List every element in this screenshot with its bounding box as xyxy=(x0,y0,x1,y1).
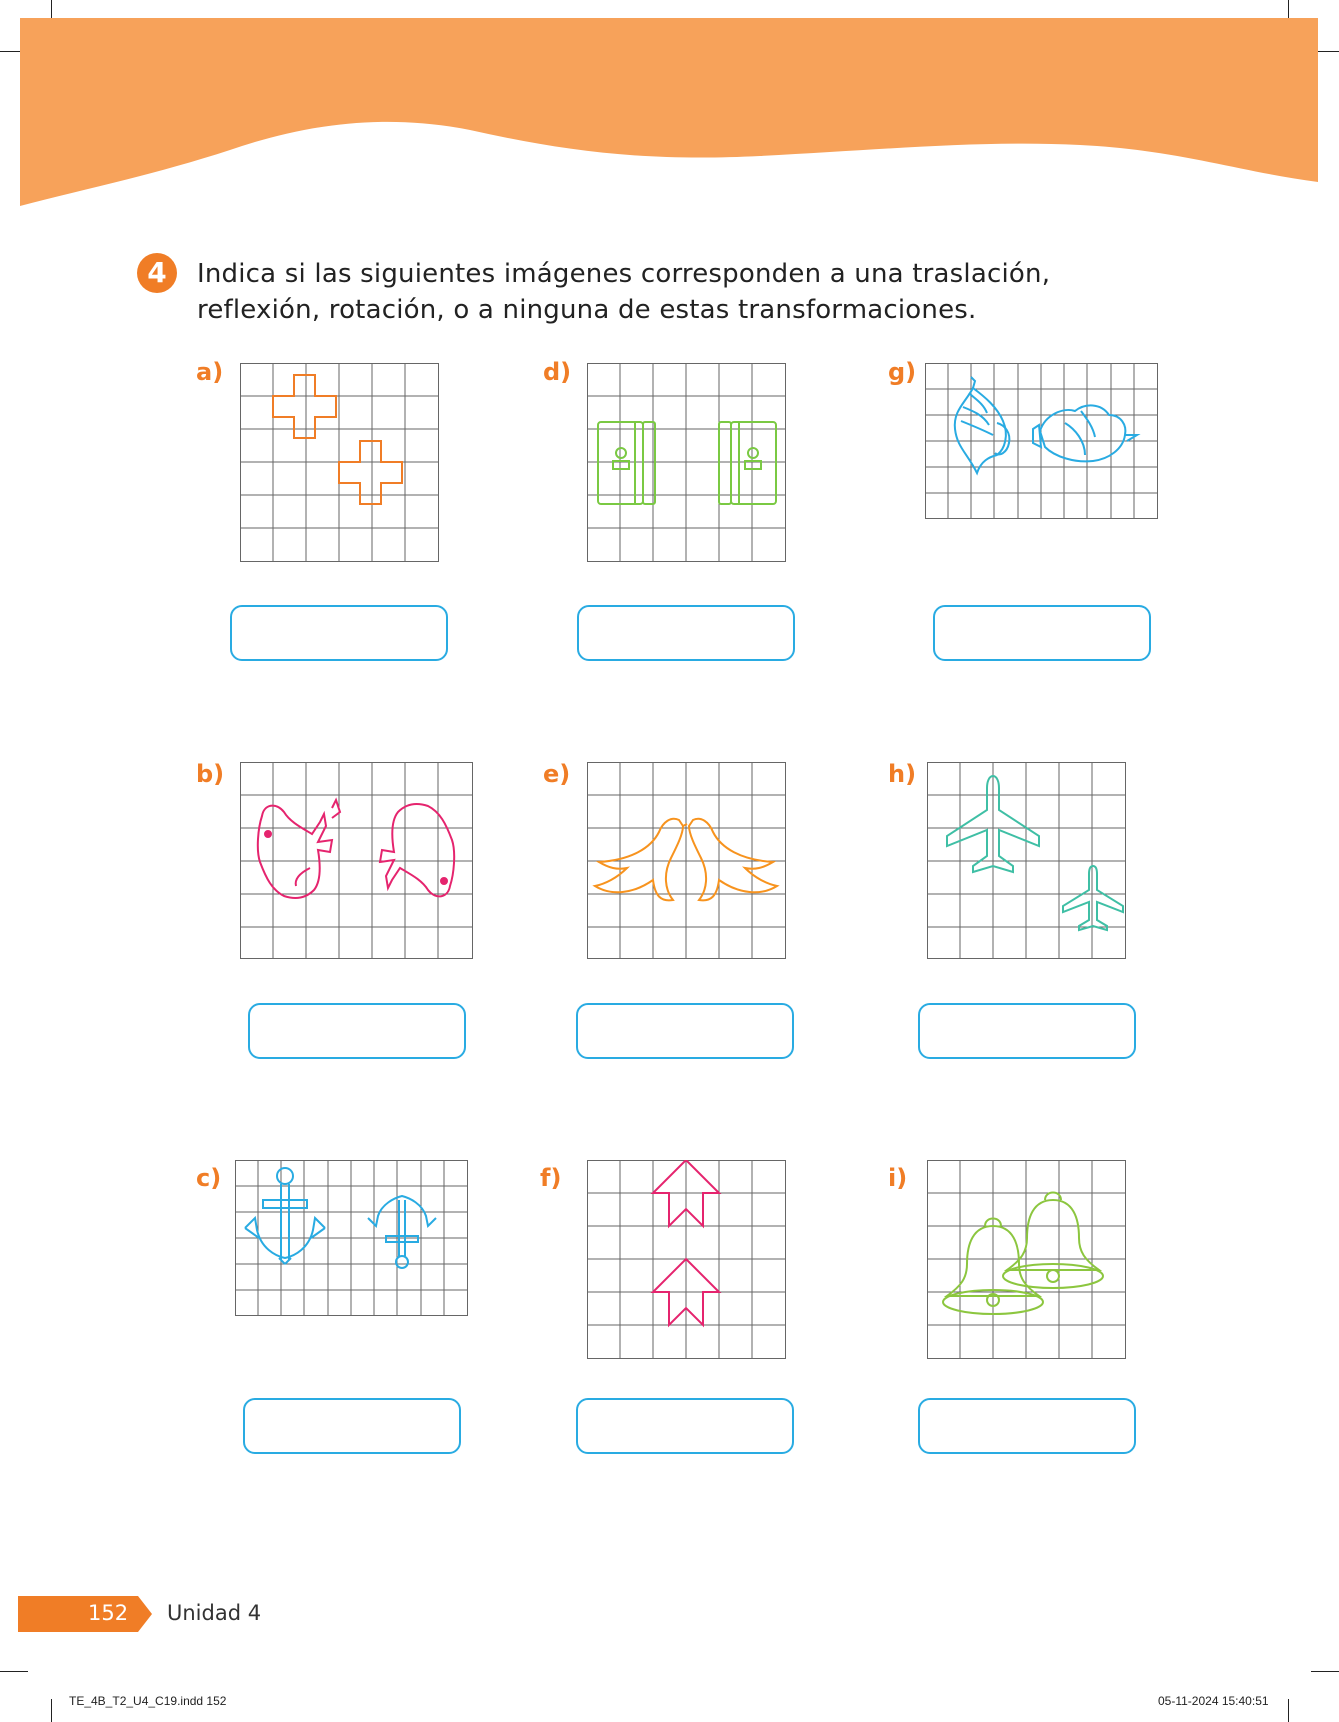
header-banner xyxy=(0,0,1339,220)
answer-box-b[interactable] xyxy=(248,1003,466,1059)
answer-box-h[interactable] xyxy=(918,1003,1136,1059)
page-number-tab xyxy=(18,1596,152,1632)
bell-icon xyxy=(943,1193,1103,1315)
item-label-b: b) xyxy=(196,760,225,788)
airplane-icon xyxy=(947,776,1123,930)
answer-box-e[interactable] xyxy=(576,1003,794,1059)
answer-box-f[interactable] xyxy=(576,1398,794,1454)
item-label-c: c) xyxy=(196,1164,222,1192)
grid-g xyxy=(925,363,1160,521)
timestamp: 05-11-2024 15:40:51 xyxy=(1158,1694,1269,1708)
item-label-e: e) xyxy=(543,760,571,788)
crop-mark xyxy=(51,1699,52,1722)
answer-box-d[interactable] xyxy=(577,605,795,661)
grid-e xyxy=(587,762,789,960)
answer-box-i[interactable] xyxy=(918,1398,1136,1454)
grid-f xyxy=(587,1160,789,1360)
item-label-d: d) xyxy=(543,358,572,386)
instruction-text: Indica si las siguientes imágenes corresponden a una traslación, reflexión, rotación, o a ninguna de estas transformaciones. xyxy=(197,259,1051,325)
item-label-i: i) xyxy=(888,1164,908,1192)
cross-icon xyxy=(273,375,402,504)
grid-h xyxy=(927,762,1129,960)
unit-label: Unidad 4 xyxy=(167,1601,262,1625)
grid-b xyxy=(240,762,475,960)
exercise-number: 4 xyxy=(137,253,177,293)
bird-icon xyxy=(258,800,454,898)
crop-mark xyxy=(1288,1699,1289,1722)
grid-c xyxy=(235,1160,470,1318)
item-label-g: g) xyxy=(888,358,917,386)
seashell-icon xyxy=(955,377,1137,473)
crop-mark xyxy=(0,1671,28,1672)
crop-mark xyxy=(1311,1671,1339,1672)
item-label-f: f) xyxy=(540,1164,562,1192)
grid-i xyxy=(927,1160,1129,1360)
page-number: 152 xyxy=(88,1601,129,1625)
anchor-icon xyxy=(245,1168,436,1268)
item-label-h: h) xyxy=(888,760,917,788)
answer-box-g[interactable] xyxy=(933,605,1151,661)
answer-box-a[interactable] xyxy=(230,605,448,661)
item-label-a: a) xyxy=(196,358,224,386)
grid-a xyxy=(240,363,442,563)
file-slug: TE_4B_T2_U4_C19.indd 152 xyxy=(69,1694,227,1708)
book-icon xyxy=(598,422,776,504)
grid-d xyxy=(587,363,789,563)
answer-box-c[interactable] xyxy=(243,1398,461,1454)
